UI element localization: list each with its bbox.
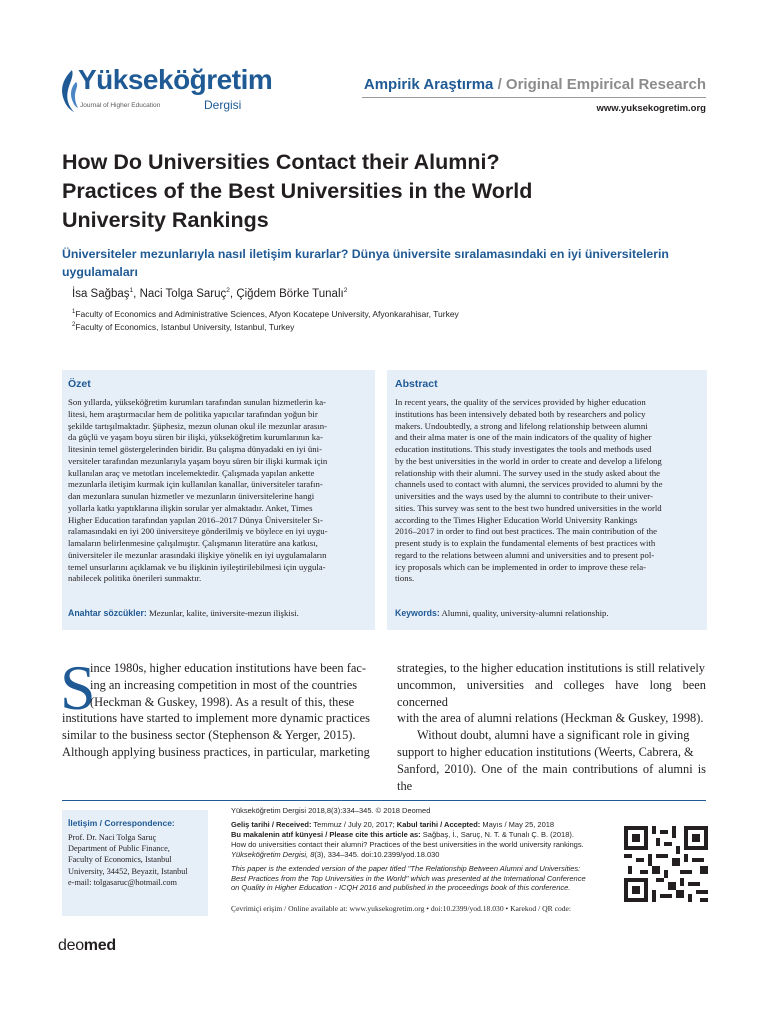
- abstract-turkish-box: [62, 370, 375, 630]
- abstract-line: makers. Undoubtedly, a strong and lifelong relationship between alumni: [395, 420, 648, 431]
- publisher-logo-part: med: [83, 937, 116, 954]
- correspondence-email[interactable]: e-mail: tolgasaruc@hotmail.com: [68, 877, 178, 887]
- body-line: with the area of alumni relations (Heckman & Guskey, 1998).: [397, 711, 704, 726]
- abstract-line: Higher Education tarafından yapılan 2016–2017 Dünya Üniversiteler Sı-: [68, 514, 323, 525]
- cite-line: [231, 830, 574, 840]
- dates-line: [231, 820, 554, 830]
- author-separator: ,: [133, 287, 140, 300]
- received-label: Geliş tarihi / Received:: [231, 820, 312, 829]
- body-line: support to higher education institutions (Weerts, Cabrera, &: [397, 744, 694, 759]
- note-line: on Quality in Higher Education - ICQH 2016 and published in the proceedings book of this conference.: [231, 883, 571, 892]
- article-type-en: Original Empirical Research: [505, 76, 706, 93]
- keywords-turkish: [68, 608, 299, 618]
- article-type-separator: /: [497, 76, 502, 93]
- article-title-line: How Do Universities Contact their Alumni?: [62, 150, 500, 174]
- correspondence-line: Department of Public Finance,: [68, 844, 170, 854]
- article-type-tr: Ampirik Araştırma: [363, 76, 494, 93]
- note-line: Best Practices from the Top Universities in the World" which was presented at the International Conference: [231, 873, 586, 883]
- affiliation-number: 1: [72, 309, 76, 316]
- body-line: Sanford, 2010). One of the main contributions of alumni is the: [397, 761, 706, 793]
- drop-cap-letter: S: [60, 652, 96, 723]
- abstract-line: Son yıllarda, yükseköğretim kurumları tarafından sunulan hizmetlerin ka-: [68, 397, 327, 407]
- abstract-line: tions.: [395, 573, 415, 584]
- correspondence-box: [62, 810, 208, 916]
- cite-pages-doi: (3), 334–345. doi:10.2399/yod.18.030: [314, 850, 440, 859]
- body-line: Without doubt, alumni have a significant role in giving: [417, 728, 690, 743]
- received-date: Temmuz / July 20, 2017;: [313, 820, 395, 829]
- author-name: İsa Sağbaş: [72, 287, 130, 300]
- body-line: uncommon, universities and colleges have long been concerned: [397, 677, 706, 709]
- affiliation-number: 2: [72, 322, 76, 329]
- article-type-label: [364, 76, 706, 93]
- abstract-line: In recent years, the quality of the services provided by higher education: [395, 397, 646, 407]
- abstract-turkish-body: [68, 397, 368, 585]
- footer-divider: [62, 800, 706, 801]
- online-access-line[interactable]: Çevrimiçi erişim / Online available at: www.yuksekogretim.org • doi:10.2399/yod.18.030 • Karekod / QR code:: [231, 904, 572, 913]
- abstract-line: temel unsurlarını açıklamak ve bu ilişkinin iyileştirilebilmesi için uygula-: [68, 561, 326, 572]
- abstract-line: ralamasındaki en iyi 200 üniversiteye gönderilmiş ve böylece en iyi uygu-: [68, 526, 328, 537]
- abstract-line: by the best universities in the world in order to create and develop a lifelong: [395, 455, 662, 466]
- abstract-line: nabilecek politika önerileri sunmaktır.: [68, 573, 202, 584]
- abstract-english-heading: Abstract: [395, 378, 438, 390]
- abstract-line: relationship with their alumni. The survey used in the study asked about the: [395, 467, 660, 478]
- abstract-line: channels used to contact with alumni, the services provided to alumni by the: [395, 479, 663, 490]
- abstract-line: education institutions. This study investigates the tools and methods used: [395, 444, 652, 454]
- journal-logo-tagline: Journal of Higher Education: [80, 102, 161, 109]
- correspondence-title: İletişim / Correspondence:: [68, 818, 175, 828]
- journal-logo-name: Yükseköğretim: [78, 64, 273, 95]
- correspondence-line: Prof. Dr. Naci Tolga Saruç: [68, 833, 157, 842]
- affiliation-text: Faculty of Economics, Istanbul University, Istanbul, Turkey: [75, 322, 295, 332]
- body-column-left: [62, 660, 373, 761]
- author-affiliation-number: 2: [343, 287, 348, 294]
- journal-citation-line: Yükseköğretim Dergisi 2018,8(3):334–345. © 2018 Deomed: [231, 806, 431, 815]
- note-line: This paper is the extended version of the paper titled "The Relationship Between Alumni and Universities:: [231, 864, 581, 873]
- article-title-turkish-line: uygulamaları: [62, 265, 138, 279]
- abstract-line: litesinin temel göstergelerinden biridir. Bu çalışma dünyadaki en iyi üni-: [68, 444, 323, 454]
- body-line: similar to the business sector (Stephenson & Yerger, 2015).: [62, 728, 356, 743]
- abstract-line: şekilde tartışılmaktadır. Şüphesiz, mezun olunan okul ile mezunlar arasın-: [68, 420, 328, 431]
- body-line: institutions have started to implement more dynamic practices: [62, 711, 370, 726]
- abstract-line: dan mezunlara sunulan hizmetler ve mezunların üniversitelerine hangi: [68, 491, 315, 501]
- abstract-line: present study is to explain the fundamental elements of best practices with: [395, 538, 656, 548]
- keywords-turkish-label: Anahtar sözcükler:: [68, 608, 147, 618]
- accepted-date: Mayıs / May 25, 2018: [482, 820, 555, 829]
- abstract-line: and their alma mater is one of the main indicators of the quality of higher: [395, 432, 652, 443]
- publisher-logo: [58, 937, 116, 955]
- abstract-line: regard to the relations between alumni and universities and to present pol-: [395, 549, 655, 560]
- article-title-turkish-line: Üniversiteler mezunlarıyla nasıl iletişim kurarlar? Dünya üniversite sıralamasındaki en iyi üniversitelerin: [62, 247, 669, 261]
- abstract-line: institutions has been intensively debated both by researchers and policy: [395, 408, 646, 419]
- keywords-english: [395, 608, 609, 618]
- extended-version-note: [231, 864, 586, 893]
- author-affiliation-number: 1: [129, 287, 134, 294]
- accepted-label: Kabul tarihi / Accepted:: [396, 820, 481, 829]
- body-line: Although applying business practices, in particular, marketing: [62, 744, 370, 759]
- journal-website-link[interactable]: www.yuksekogretim.org: [596, 103, 706, 114]
- abstract-english-box: [387, 370, 707, 630]
- author-name: Çiğdem Börke Tunalı: [236, 287, 344, 300]
- body-line: strategies, to the higher education institutions is still relatively: [397, 661, 705, 675]
- abstract-line: yollarla katkı yaptıklarına ilişkin sorular yer almaktadır. Anket, Times: [68, 502, 313, 513]
- keywords-english-label: Keywords:: [395, 608, 440, 618]
- article-title-line: Practices of the Best Universities in the World: [62, 179, 533, 203]
- body-line: ince 1980s, higher education institutions have been fac-: [90, 661, 366, 675]
- abstract-line: versiteler tarafından mezunlarıyla yaşam boyu süren bir ilişki kurmak için: [68, 455, 328, 466]
- author-name: Naci Tolga Saruç: [139, 287, 227, 300]
- affiliation-text: Faculty of Economics and Administrative Sciences, Afyon Kocatepe University, Afyonkarahisar, Turkey: [75, 309, 459, 319]
- abstract-line: universities and the ways used by the alumni to contribute to their univer-: [395, 491, 653, 501]
- correspondence-line: Faculty of Economics, Istanbul: [68, 855, 172, 865]
- abstract-line: icy proposals which can be implemented in order to improve these rela-: [395, 561, 646, 572]
- abstract-line: mezunlarla iletişim kurmak için kullanılan kanallar, üniversiteler tarafın-: [68, 479, 323, 490]
- cite-label: Bu makalenin atıf künyesi / Please cite this article as:: [231, 830, 421, 839]
- abstract-line: 2016–2017 in order to find out best practices. The main contribution of the: [395, 526, 658, 537]
- journal-logo-subname: Dergisi: [204, 98, 242, 112]
- cite-title-line: How do universities contact their alumni? Practices of the best universities in the world university rankings.: [231, 840, 584, 849]
- abstract-line: kullanılan araç ve metotları incelemektedir. Çalışmada yapılan ankette: [68, 467, 315, 478]
- body-line: ing an increasing competition in most of the countries: [90, 677, 358, 692]
- author-list: [72, 287, 347, 300]
- body-column-right: [397, 660, 706, 794]
- correspondence-line: University, 34452, Beyazit, Istanbul: [68, 866, 188, 876]
- qr-code-icon[interactable]: [624, 826, 708, 902]
- abstract-english-body: [395, 397, 702, 585]
- article-title-turkish: [62, 245, 712, 281]
- affiliation-2: [72, 322, 294, 332]
- keywords-english-text: Alumni, quality, university-alumni relationship.: [441, 608, 609, 618]
- abstract-turkish-heading: Özet: [68, 378, 91, 390]
- abstract-line: lamaların belirlenmesine çalışılmıştır. Çalışmanın literatüre ana katkısı,: [68, 538, 318, 548]
- affiliation-1: [72, 309, 459, 319]
- abstract-line: da güçlü ve yaşam boyu süren bir ilişki, yükseköğretim kurumlarının ka-: [68, 432, 323, 443]
- cite-authors: Sağbaş, İ., Saruç, N. T. & Tunalı Ç. B. (2018).: [422, 830, 574, 839]
- cite-journal: Yükseköğretim Dergisi, 8: [231, 850, 315, 859]
- keywords-turkish-text: Mezunlar, kalite, üniversite-mezun ilişkisi.: [148, 608, 299, 618]
- body-line: (Heckman & Guskey, 1998). As a result of this, these: [90, 694, 355, 709]
- abstract-line: litesi, hem araştırmacılar hem de politika yapıcılar tarafından yoğun bir: [68, 408, 318, 419]
- abstract-line: according to the Times Higher Education World University Rankings: [395, 514, 638, 525]
- abstract-line: üniversiteler ile mezunlar arasındaki ilişkiye yönelik en iyi uygulamaların: [68, 549, 327, 560]
- author-separator: ,: [229, 287, 237, 300]
- abstract-line: sities. This survey was sent to the best two hundred universities in the world: [395, 502, 662, 513]
- header-divider: [362, 97, 706, 98]
- publisher-logo-part: deo: [58, 937, 84, 954]
- article-title-line: University Rankings: [62, 208, 269, 232]
- article-title: [62, 148, 712, 235]
- cite-source-line: [231, 850, 439, 860]
- author-affiliation-number: 2: [226, 287, 230, 294]
